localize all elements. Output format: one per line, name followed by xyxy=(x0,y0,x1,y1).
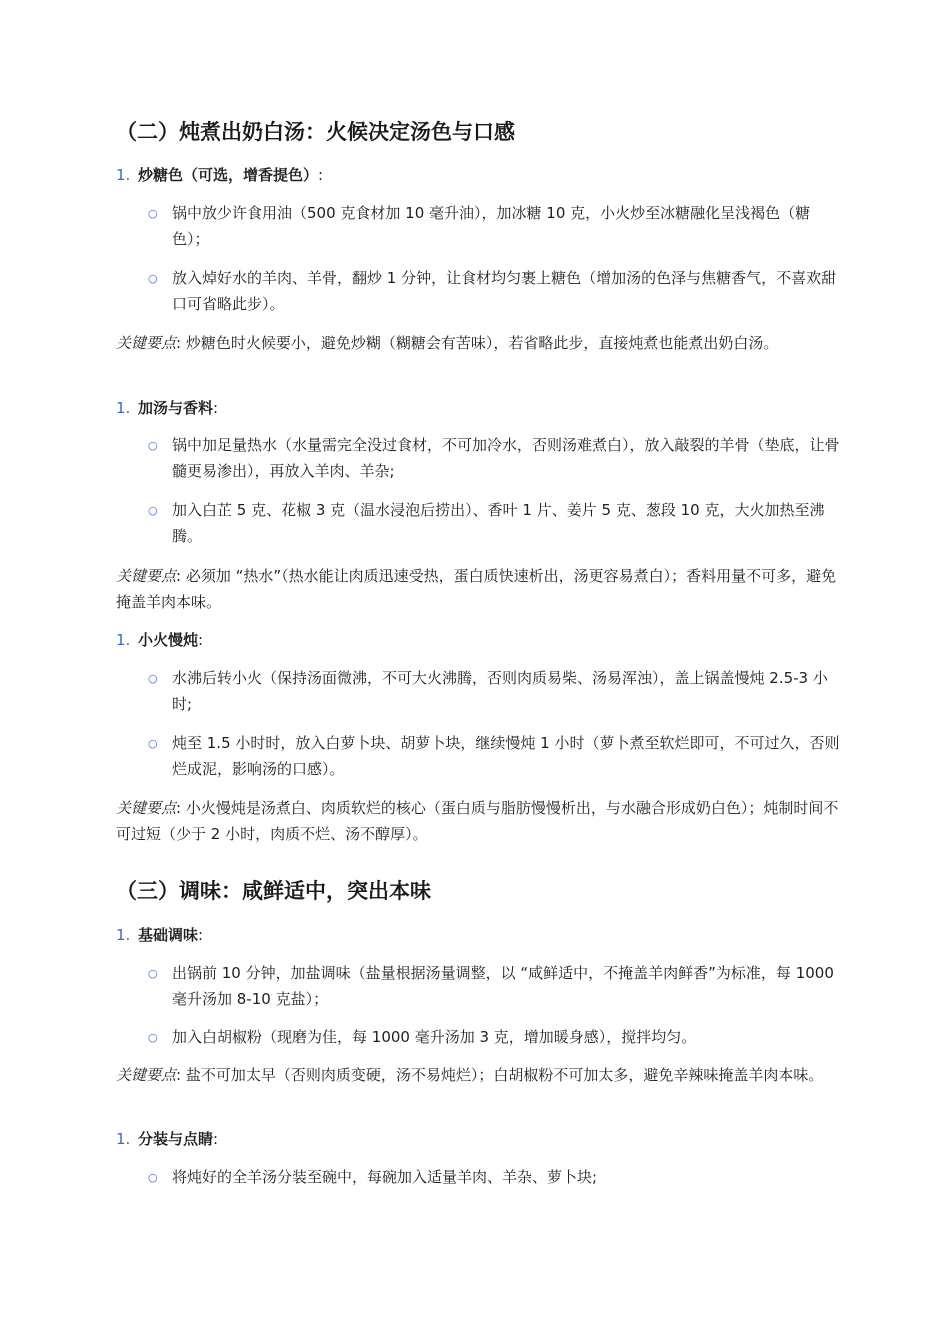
key-note-label: 关键要点 xyxy=(116,567,177,585)
step-heading xyxy=(116,164,323,186)
list-item xyxy=(148,265,844,317)
key-note xyxy=(116,563,842,615)
list-item-text: 放入焯好水的羊肉、羊骨，翻炒 1 分钟，让食材均匀裹上糖色（增加汤的色泽与焦糖香气，不喜欢甜口可省略此步）。 xyxy=(172,269,837,313)
step-heading xyxy=(116,397,218,419)
step-colon: : xyxy=(198,926,204,944)
list-item xyxy=(148,497,844,549)
section-heading: （二）炖煮出奶白汤：火候决定汤色与口感 xyxy=(116,120,515,144)
step-number: 1. xyxy=(116,1130,131,1148)
step-title: 炒糖色（可选，增香提色） xyxy=(138,166,319,184)
key-note-text: : 小火慢炖是汤煮白、肉质软烂的核心（蛋白质与脂肪慢慢析出，与水融合形成奶白色）；炖制时间不可过短（少于 2 小时，肉质不烂、汤不醇厚）。 xyxy=(116,799,839,843)
key-note-text: : 盐不可加太早（否则肉质变硬，汤不易炖烂）；白胡椒粉不可加太多，避免辛辣味掩盖羊肉本味。 xyxy=(176,1066,824,1084)
bullet-circle-icon: ○ xyxy=(148,1171,158,1184)
step-title: 小火慢炖 xyxy=(138,631,199,649)
list-item xyxy=(148,1024,844,1050)
list-item-text: 锅中加足量热水（水量需完全没过食材，不可加冷水，否则汤难煮白），放入敲裂的羊骨（垫底，让骨髓更易渗出），再放入羊肉、羊杂; xyxy=(172,436,840,480)
step-heading xyxy=(116,629,203,651)
step-colon: : xyxy=(213,399,219,417)
key-note-label: 关键要点 xyxy=(116,799,177,817)
key-note xyxy=(116,795,842,847)
step-colon: : xyxy=(198,631,204,649)
key-note xyxy=(116,1062,842,1088)
key-note-label: 关键要点 xyxy=(116,334,177,352)
step-heading xyxy=(116,924,203,946)
bullet-circle-icon: ○ xyxy=(148,272,158,285)
key-note xyxy=(116,330,842,356)
list-item xyxy=(148,1164,844,1190)
list-item xyxy=(148,432,844,484)
step-title: 分装与点睛 xyxy=(138,1130,214,1148)
list-item xyxy=(148,665,844,717)
bullet-circle-icon: ○ xyxy=(148,207,158,220)
step-number: 1. xyxy=(116,166,131,184)
step-number: 1. xyxy=(116,631,131,649)
list-item-text: 加入白胡椒粉（现磨为佳，每 1000 毫升汤加 3 克，增加暖身感），搅拌均匀。 xyxy=(172,1028,697,1046)
bullet-circle-icon: ○ xyxy=(148,672,158,685)
step-number: 1. xyxy=(116,399,131,417)
list-item xyxy=(148,200,844,252)
list-item-text: 出锅前 10 分钟，加盐调味（盐量根据汤量调整，以 “咸鲜适中，不掩盖羊肉鲜香”为标准，每 1000 毫升汤加 8-10 克盐）； xyxy=(172,964,834,1008)
step-heading xyxy=(116,1128,218,1150)
bullet-circle-icon: ○ xyxy=(148,967,158,980)
list-item-text: 水沸后转小火（保持汤面微沸，不可大火沸腾，否则肉质易柴、汤易浑浊），盖上锅盖慢炖 2.5-3 小时; xyxy=(172,669,828,713)
step-colon: : xyxy=(213,1130,219,1148)
bullet-circle-icon: ○ xyxy=(148,504,158,517)
list-item-text: 将炖好的全羊汤分装至碗中，每碗加入适量羊肉、羊杂、萝卜块; xyxy=(172,1168,598,1186)
bullet-circle-icon: ○ xyxy=(148,1031,158,1044)
step-colon: : xyxy=(318,166,324,184)
list-item-text: 锅中放少许食用油（500 克食材加 10 毫升油），加冰糖 10 克，小火炒至冰糖融化呈浅褐色（糖色）； xyxy=(172,204,811,248)
key-note-label: 关键要点 xyxy=(116,1066,177,1084)
bullet-circle-icon: ○ xyxy=(148,439,158,452)
list-item-text: 加入白芷 5 克、花椒 3 克（温水浸泡后捞出）、香叶 1 片、姜片 5 克、葱段 10 克，大火加热至沸腾。 xyxy=(172,501,825,545)
section-heading: （三）调味：咸鲜适中，突出本味 xyxy=(116,879,431,903)
list-item xyxy=(148,960,844,1012)
step-title: 加汤与香料 xyxy=(138,399,214,417)
step-title: 基础调味 xyxy=(138,926,199,944)
list-item xyxy=(148,730,844,782)
bullet-circle-icon: ○ xyxy=(148,737,158,750)
key-note-text: : 炒糖色时火候要小，避免炒糊（糊糖会有苦味），若省略此步，直接炖煮也能煮出奶白汤。 xyxy=(176,334,779,352)
key-note-text: : 必须加 “热水”（热水能让肉质迅速受热，蛋白质快速析出，汤更容易煮白）；香料用量不可多，避免掩盖羊肉本味。 xyxy=(116,567,837,611)
step-number: 1. xyxy=(116,926,131,944)
list-item-text: 炖至 1.5 小时时，放入白萝卜块、胡萝卜块，继续慢炖 1 小时（萝卜煮至软烂即可，不可过久，否则烂成泥，影响汤的口感）。 xyxy=(172,734,840,778)
